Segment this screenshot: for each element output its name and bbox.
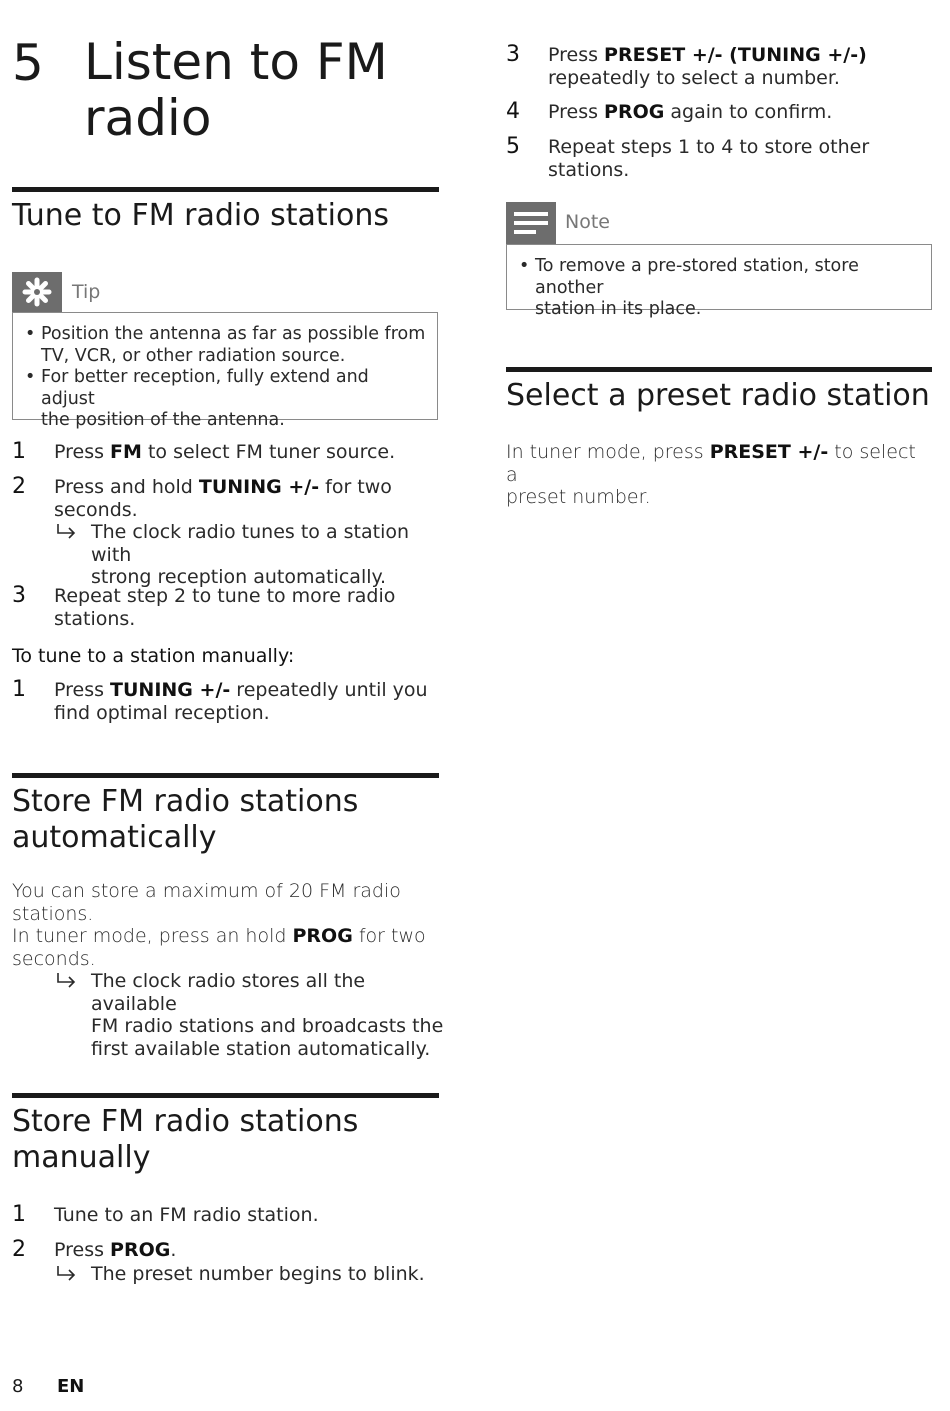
list-item: • To remove a pre-stored station, store another station in its place. xyxy=(517,256,922,321)
section-rule xyxy=(12,773,439,778)
section-heading-store-manual: Store FM radio stations manually xyxy=(12,1104,359,1175)
section-rule xyxy=(12,1093,439,1098)
manual-subheading: To tune to a station manually: xyxy=(12,645,295,667)
section-rule xyxy=(12,187,439,192)
chapter-title-line1: Listen to FM xyxy=(84,33,388,91)
section-heading-tune: Tune to FM radio stations xyxy=(12,198,389,233)
step-number: 3 xyxy=(506,42,520,67)
result-arrow-icon xyxy=(55,521,85,547)
tip-label: Tip xyxy=(72,281,101,303)
chapter-number: 5 xyxy=(12,34,44,92)
note-tab xyxy=(506,202,556,244)
section-rule xyxy=(506,367,932,372)
store-auto-paragraph: You can store a maximum of 20 FM radio stations. In tuner mode, press an hold PROG for two seconds. xyxy=(12,880,426,970)
tip-bullets xyxy=(23,324,428,432)
step-text: Press PRESET +/- (TUNING +/-) repeatedly to select a number. xyxy=(548,44,867,89)
step-text: Repeat steps 1 to 4 to store other stations. xyxy=(548,136,870,181)
step-number: 4 xyxy=(506,99,520,124)
step-number: 1 xyxy=(12,1202,26,1227)
result-arrow-icon xyxy=(55,1263,85,1289)
asterisk-icon xyxy=(12,272,62,312)
step-2 xyxy=(12,476,442,526)
step-text: Press TUNING +/- repeatedly until you find optimal reception. xyxy=(54,679,428,724)
step-text: Repeat step 2 to tune to more radio stations. xyxy=(54,585,396,630)
result-arrow-icon xyxy=(55,970,85,996)
note-lines-icon xyxy=(506,202,556,244)
note-bullets xyxy=(517,256,922,321)
page-number: 8 xyxy=(12,1376,24,1397)
note-label: Note xyxy=(565,211,610,233)
step-text: Press PROG. xyxy=(54,1239,177,1261)
section-heading-store-auto: Store FM radio stations automatically xyxy=(12,784,359,855)
step-text: Press FM to select FM tuner source. xyxy=(54,441,396,463)
chapter-title xyxy=(84,34,424,146)
tip-box xyxy=(12,312,438,430)
step-number: 2 xyxy=(12,474,26,499)
step-number: 1 xyxy=(12,439,26,464)
step-number: 5 xyxy=(506,134,520,159)
step-text: Press and hold TUNING +/- for two seconds. xyxy=(54,476,392,521)
step-number: 2 xyxy=(12,1237,26,1262)
step-number: 3 xyxy=(12,583,26,608)
chapter-title-line2: radio xyxy=(84,89,212,147)
tip-tab xyxy=(12,272,62,312)
step-text: Tune to an FM radio station. xyxy=(54,1204,319,1226)
step-text: Press PROG again to confirm. xyxy=(548,101,833,123)
preset-paragraph: In tuner mode, press PRESET +/- to select a preset number. xyxy=(506,441,916,508)
language-code: EN xyxy=(57,1376,85,1397)
step-number: 1 xyxy=(12,677,26,702)
list-item: • For better reception, fully extend and adjust the position of the antenna. xyxy=(23,367,428,432)
section-heading-preset: Select a preset radio station xyxy=(506,378,930,413)
note-box xyxy=(506,244,932,319)
list-item: • Position the antenna as far as possible from TV, VCR, or other radiation source. xyxy=(23,324,428,367)
